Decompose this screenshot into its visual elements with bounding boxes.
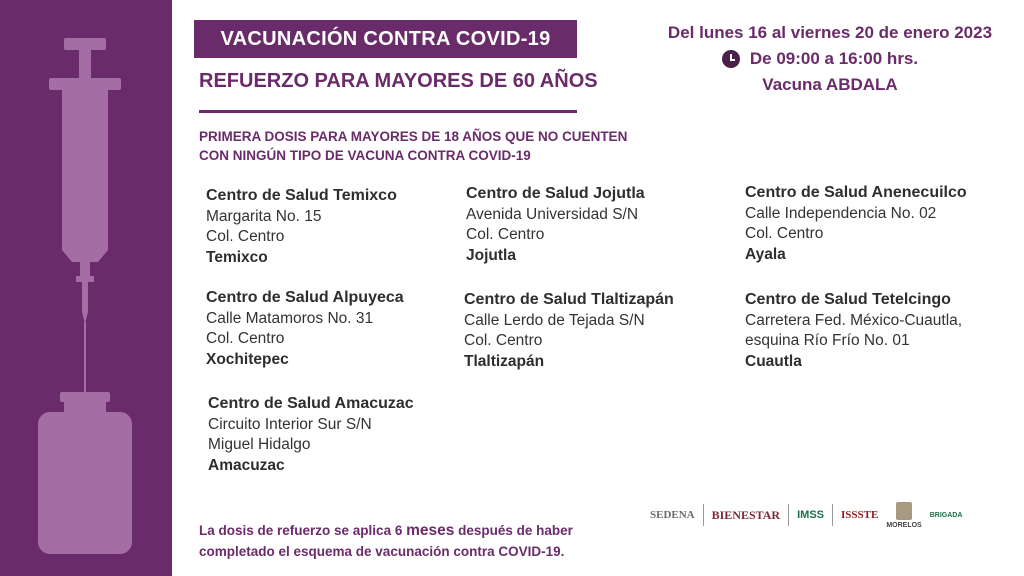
imss-logo: IMSS (797, 509, 824, 521)
syringe-vial-illustration (0, 0, 172, 576)
schedule-hours-row (640, 46, 1020, 72)
first-dose-line-2: CON NINGÚN TIPO DE VACUNA CONTRA COVID-19 (199, 148, 531, 163)
health-center-card (745, 290, 962, 372)
health-center-colony: Col. Centro (466, 226, 545, 243)
logo-separator (703, 504, 704, 526)
health-center-card (206, 288, 404, 370)
first-dose-notice (199, 127, 679, 165)
health-center-name: Centro de Salud Jojutla (466, 185, 645, 202)
health-center-address: Calle Lerdo de Tejada S/N (464, 311, 645, 329)
institution-logos (650, 495, 990, 535)
brigada-logo: BRIGADA (929, 511, 963, 519)
health-center-name: Centro de Salud Anenecuilco (745, 184, 967, 201)
health-center-name: Centro de Salud Amacuzac (208, 395, 414, 412)
booster-note-months: meses (406, 522, 455, 539)
logo-separator (788, 504, 789, 526)
health-center-name: Centro de Salud Alpuyeca (206, 289, 404, 306)
health-center-colony: Col. Centro (745, 225, 824, 242)
vaccine-name: Vacuna ABDALA (762, 75, 898, 94)
health-center-address: Carretera Fed. México-Cuautla, (745, 311, 963, 329)
health-center-card (464, 290, 674, 372)
campaign-subtitle: REFUERZO PARA MAYORES DE 60 AÑOS (199, 70, 598, 92)
booster-note-text: La dosis de refuerzo se aplica 6 (199, 523, 407, 538)
health-center-card (466, 184, 645, 266)
morelos-emblem-icon (896, 502, 912, 520)
health-center-card (208, 394, 414, 476)
health-center-municipality: Xochitepec (206, 350, 289, 368)
health-center-municipality: Temixco (206, 248, 268, 266)
booster-note-line-1 (199, 520, 619, 541)
health-center-name: Centro de Salud Tlaltizapán (464, 291, 674, 308)
first-dose-line-1: PRIMERA DOSIS PARA MAYORES DE 18 AÑOS QUE NO CUENTEN (199, 129, 628, 144)
health-center-municipality: Cuautla (745, 352, 802, 370)
health-center-colony: Miguel Hidalgo (208, 436, 311, 453)
health-center-address: Calle Matamoros No. 31 (206, 309, 374, 327)
health-center-colony: Col. Centro (206, 228, 285, 245)
health-center-card (206, 186, 397, 268)
clock-icon (722, 50, 740, 68)
health-center-colony: Col. Centro (464, 332, 543, 349)
booster-note-line-2: completado el esquema de vacunación contra COVID-19. (199, 544, 565, 559)
sidebar-panel (0, 0, 172, 576)
health-center-colony: esquina Río Frío No. 01 (745, 332, 910, 349)
sedena-logo: SEDENA (650, 509, 695, 521)
health-center-name: Centro de Salud Tetelcingo (745, 291, 951, 308)
schedule-dates: Del lunes 16 al viernes 20 de enero 2023 (667, 23, 993, 42)
booster-note-text: después de haber (454, 523, 573, 538)
health-center-name: Centro de Salud Temixco (206, 187, 397, 204)
health-center-address: Calle Independencia No. 02 (745, 204, 937, 222)
booster-note (199, 520, 619, 562)
health-center-address: Circuito Interior Sur S/N (208, 415, 372, 433)
schedule-hours: De 09:00 a 16:00 hrs. (749, 49, 919, 68)
health-center-municipality: Jojutla (466, 246, 516, 264)
schedule-block (640, 20, 1020, 98)
campaign-title: VACUNACIÓN CONTRA COVID-19 (194, 20, 577, 58)
health-center-municipality: Tlaltizapán (464, 352, 545, 370)
health-center-colony: Col. Centro (206, 330, 285, 347)
logo-separator (832, 504, 833, 526)
issste-logo: ISSSTE (841, 509, 879, 521)
bienestar-logo: BIENESTAR (711, 507, 781, 522)
health-center-address: Avenida Universidad S/N (466, 205, 639, 223)
title-divider (199, 110, 577, 113)
morelos-logo (886, 502, 921, 529)
morelos-logo-text: MORELOS (886, 521, 922, 529)
health-center-municipality: Ayala (745, 245, 786, 263)
health-center-card (745, 183, 967, 265)
health-center-municipality: Amacuzac (208, 456, 285, 474)
health-center-address: Margarita No. 15 (206, 207, 322, 225)
